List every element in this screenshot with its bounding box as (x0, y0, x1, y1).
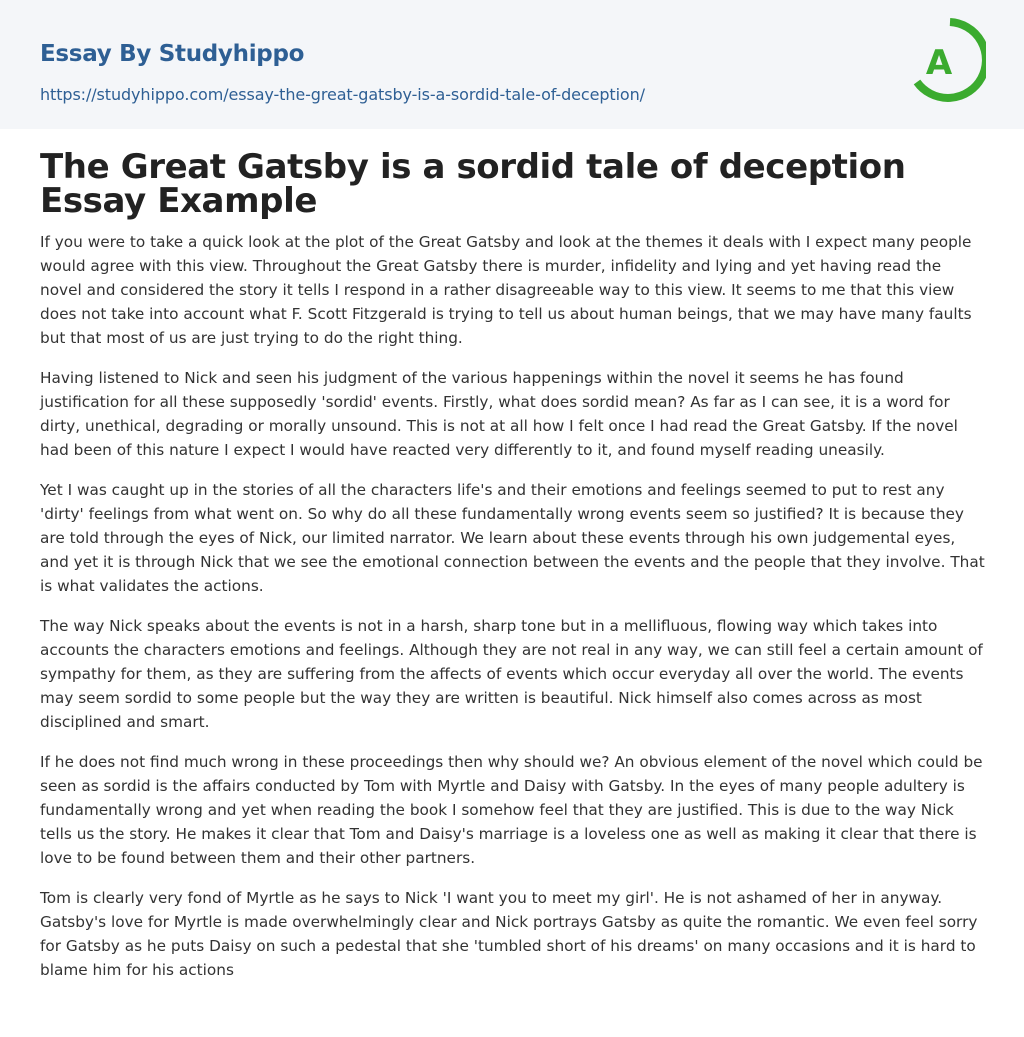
site-header (0, 0, 1024, 129)
studyhippo-logo-icon[interactable] (912, 18, 986, 106)
article-paragraph: If he does not find much wrong in these proceedings then why should we? An obvious element of the novel which could be seen as sordid is the affairs conducted by Tom with Myrtle and Daisy with Gatsby. In the eyes of many people adultery is fundamentally wrong and yet when reading the book I somehow feel that they are justified. This is due to the way Nick tells us the story. He makes it clear that Tom and Daisy's marriage is a loveless one as well as making it clear that there is love to be found between them and their other partners. (40, 753, 983, 867)
article-paragraph: Yet I was caught up in the stories of all the characters life's and their emotions and feelings seemed to put to rest any 'dirty' feelings from what went on. So why do all these fundamentally wrong events seem so justified? It is because they are told through the eyes of Nick, our limited narrator. We learn about these events through his own judgemental eyes, and yet it is through Nick that we see the emotional connection between the events and the people that they involve. That is what validates the actions. (40, 481, 985, 595)
article-paragraph: Having listened to Nick and seen his judgment of the various happenings within the novel it seems he has found justification for all these supposedly 'sordid' events. Firstly, what does sordid mean? As far as I can see, it is a word for dirty, unethical, degrading or morally unsound. This is not at all how I felt once I had read the Great Gatsby. If the novel had been of this nature I expect I would have reacted very differently to it, and found myself reading uneasily. (40, 369, 958, 459)
site-brand[interactable]: Essay By Studyhippo (40, 41, 305, 67)
page-url-link[interactable]: https://studyhippo.com/essay-the-great-gatsby-is-a-sordid-tale-of-deception/ (40, 85, 645, 104)
article-paragraph: If you were to take a quick look at the plot of the Great Gatsby and look at the themes it deals with I expect many people would agree with this view. Throughout the Great Gatsby there is murder, infidelity and lying and yet having read the novel and considered the story it tells I respond in a rather disagreeable way to this view. It seems to me that this view does not take into account what F. Scott Fitzgerald is trying to tell us about human beings, that we may have many faults but that most of us are just trying to do the right thing. (40, 233, 972, 347)
logo-letter: A (925, 43, 953, 83)
article-title: The Great Gatsby is a sordid tale of deception Essay Example (40, 147, 906, 221)
article-paragraph: Tom is clearly very fond of Myrtle as he says to Nick 'I want you to meet my girl'. He is not ashamed of her in anyway. Gatsby's love for Myrtle is made overwhelmingly clear and Nick portrays Gatsby as quite the romantic. We even feel sorry for Gatsby as he puts Daisy on such a pedestal that she 'tumbled short of his dreams' on many occasions and it is hard to blame him for his actions (40, 889, 978, 979)
article-body (40, 230, 986, 982)
article (40, 147, 986, 998)
article-paragraph: The way Nick speaks about the events is not in a harsh, sharp tone but in a mellifluous, flowing way which takes into accounts the characters emotions and feelings. Although they are not real in any way, we can still feel a certain amount of sympathy for them, as they are suffering from the affects of events which occur everyday all over the world. The events may seem sordid to some people but the way they are written is beautiful. Nick himself also comes across as most disciplined and smart. (40, 617, 983, 731)
